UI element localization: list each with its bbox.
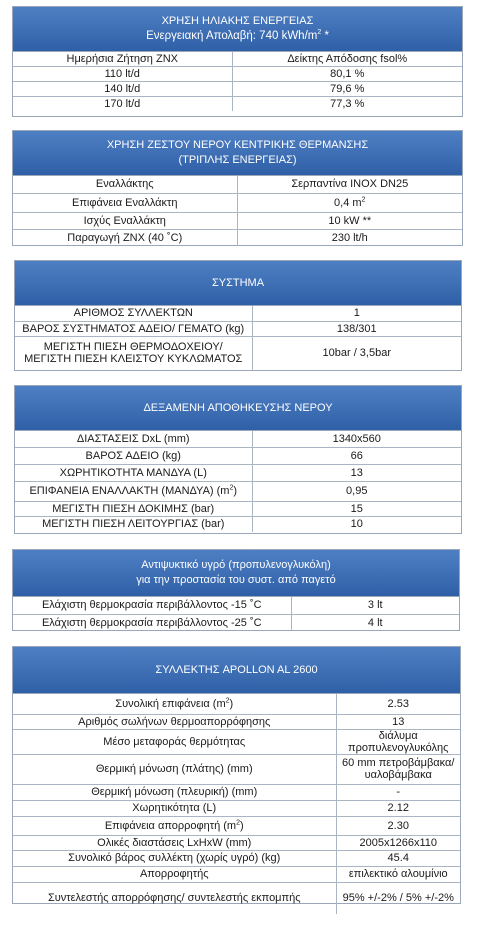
column-header: Ημερήσια Ζήτηση ΖΝΧ — [13, 52, 232, 66]
cell: Σερπαντίνα INOX DN25 — [237, 176, 462, 193]
solar-subtitle: Ενεργειακή Απολαβή: 740 kWh/$m^2$ * — [146, 29, 329, 42]
cell: Ισχύς Εναλλάκτη — [13, 212, 237, 229]
table-row — [15, 516, 461, 532]
table-row — [13, 866, 460, 882]
cell: - — [336, 784, 460, 800]
cell: 80,1 % — [232, 66, 462, 81]
antifreeze-data — [13, 597, 459, 631]
table-row — [13, 597, 459, 614]
system-title: ΣΥΣΤΗΜΑ — [211, 276, 265, 289]
table-row — [15, 431, 461, 447]
system-table — [14, 260, 462, 371]
cell: Απορροφητής — [13, 866, 336, 882]
solar-energy-table — [12, 6, 463, 117]
system-data — [15, 306, 461, 370]
cell: ΧΩΡΗΤΙΚΟΤΗΤΑ ΜΑΝΔΥΑ (L) — [15, 464, 252, 481]
cell: 95% +/-2% / 5% +/-2% — [336, 882, 460, 914]
collector-header — [13, 647, 460, 694]
cell: 1340x560 — [252, 431, 461, 447]
cell: ΜΕΓΙΣΤΗ ΠΙΕΣΗ ΛΕΙΤΟΥΡΓΙΑΣ (bar) — [15, 516, 252, 532]
solar-title: ΧΡΗΣΗ ΗΛΙΑΚΗΣ ΕΝΕΡΓΕΙΑΣ — [161, 15, 314, 27]
table-row — [13, 96, 462, 111]
cell: 10bar / 3,5bar — [252, 336, 461, 370]
central-title: ΧΡΗΣΗ ΖΕΣΤΟΥ ΝΕΡΟΥ ΚΕΝΤΡΙΚΗΣ ΘΕΡΜΑΝΣΗΣ — [106, 139, 369, 151]
cell: 79,6 % — [232, 81, 462, 96]
solar-header — [13, 7, 462, 52]
cell: 13 — [252, 464, 461, 481]
cell: 2005x1266x110 — [336, 835, 460, 850]
cell: 3 lt — [291, 597, 459, 614]
table-header-row — [13, 52, 462, 66]
cell: Χωρητικότητα (L) — [13, 800, 336, 816]
cell: επιλεκτικό αλουμίνιο — [336, 866, 460, 882]
system-header — [15, 261, 461, 306]
cell: Θερμική μόνωση (πλευρική) (mm) — [13, 784, 336, 800]
antifreeze-title: Αντιψυκτικό υγρό (προπυλενογλυκόλη) — [141, 559, 331, 571]
cell: 1 — [252, 306, 461, 321]
table-row — [13, 784, 460, 800]
cell: 60 mm πετροβάμβακα/ υαλοβάμβακα — [336, 754, 460, 784]
cell: 0,4 $m^2$ — [237, 193, 462, 212]
antifreeze-header — [13, 550, 459, 597]
cell: διάλυμα προπυλενογλυκόλης — [336, 729, 460, 754]
cell: 4 lt — [291, 614, 459, 631]
cell: 2.30 — [336, 816, 460, 835]
cell: 15 — [252, 501, 461, 516]
table-row — [13, 81, 462, 96]
cell: Ελάχιστη θερμοκρασία περιβάλλοντος -15 ˚C — [13, 597, 291, 614]
table-row — [13, 229, 462, 246]
cell: Αριθμός σωλήνων θερμοαπορρόφησης — [13, 714, 336, 729]
tank-table — [14, 385, 462, 534]
cell: Ελάχιστη θερμοκρασία περιβάλλοντος -25 ˚C — [13, 614, 291, 631]
table-row — [15, 306, 461, 321]
table-row — [13, 882, 460, 914]
tank-data — [15, 431, 461, 532]
cell: 10 — [252, 516, 461, 532]
central-data — [13, 176, 462, 246]
antifreeze-subtitle: για την προστασία του συστ. από παγετό — [136, 574, 336, 586]
cell: ΒΑΡΟΣ ΑΔΕΙΟ (kg) — [15, 447, 252, 464]
cell: 2.12 — [336, 800, 460, 816]
table-row — [13, 714, 460, 729]
cell: ΔΙΑΣΤΑΣΕΙΣ DxL (mm) — [15, 431, 252, 447]
central-subtitle: (ΤΡΙΠΛΗΣ ΕΝΕΡΓΕΙΑΣ) — [178, 154, 297, 166]
cell: 66 — [252, 447, 461, 464]
cell: 2.53 — [336, 694, 460, 714]
central-heating-table — [12, 130, 463, 246]
antifreeze-table — [12, 549, 460, 631]
collector-data — [13, 694, 460, 914]
cell: 45.4 — [336, 850, 460, 866]
solar-data — [13, 52, 462, 111]
tank-title: ΔΕΞΑΜΕΝΗ ΑΠΟΘΗΚΕΥΣΗΣ ΝΕΡΟΥ — [143, 401, 333, 414]
table-row — [13, 614, 459, 631]
cell: Συνολικό βάρος συλλέκτη (χωρίς υγρό) (kg) — [13, 850, 336, 866]
table-row — [13, 850, 460, 866]
cell: Θερμική μόνωση (πλάτης) (mm) — [13, 754, 336, 784]
cell: ΑΡΙΘΜΟΣ ΣΥΛΛΕΚΤΩΝ — [15, 306, 252, 321]
collector-title: ΣΥΛΛΕΚΤΗΣ APOLLON AL 2600 — [155, 663, 318, 676]
cell: 138/301 — [252, 321, 461, 336]
column-header: Δείκτης Απόδοσης fsol% — [232, 52, 462, 66]
table-row — [15, 501, 461, 516]
table-row — [15, 481, 461, 501]
table-row — [15, 321, 461, 336]
tank-header — [15, 386, 461, 431]
cell: Συνολική επιφάνεια $(m^2)$ — [13, 694, 336, 714]
cell: 110 lt/d — [13, 66, 232, 81]
central-header — [13, 131, 462, 176]
cell: 230 lt/h — [237, 229, 462, 246]
cell: Παραγωγή ΖΝΧ (40 ˚C) — [13, 229, 237, 246]
cell: 140 lt/d — [13, 81, 232, 96]
table-row — [15, 447, 461, 464]
cell: ΒΑΡΟΣ ΣΥΣΤΗΜΑΤΟΣ ΑΔΕΙΟ/ ΓΕΜΑΤΟ (kg) — [15, 321, 252, 336]
cell: ΜΕΓΙΣΤΗ ΠΙΕΣΗ ΘΕΡΜΟΔΟΧΕΙΟΥ/ ΜΕΓΙΣΤΗ ΠΙΕΣΗ ΚΛΕΙΣΤΟΥ ΚΥΚΛΩΜΑΤΟΣ — [15, 336, 252, 370]
table-row — [13, 729, 460, 754]
cell: Επιφάνεια απορροφητή $(m^2)$ — [13, 816, 336, 835]
table-row — [13, 212, 462, 229]
cell: Μέσο μεταφοράς θερμότητας — [13, 729, 336, 754]
table-row — [13, 835, 460, 850]
table-row — [13, 176, 462, 193]
cell: 10 kW ** — [237, 212, 462, 229]
cell: Εναλλάκτης — [13, 176, 237, 193]
table-row — [13, 800, 460, 816]
table-row — [13, 754, 460, 784]
cell: ΜΕΓΙΣΤΗ ΠΙΕΣΗ ΔΟΚΙΜΗΣ (bar) — [15, 501, 252, 516]
cell: 170 lt/d — [13, 96, 232, 111]
cell: Συντελεστής απορρόφησης/ συντελεστής εκπομπής — [13, 882, 336, 914]
cell: Επιφάνεια Εναλλάκτη — [13, 193, 237, 212]
cell: Ολικές διαστάσεις LxHxW (mm) — [13, 835, 336, 850]
table-row — [13, 66, 462, 81]
table-row — [13, 816, 460, 835]
table-row — [13, 694, 460, 714]
table-row — [15, 464, 461, 481]
cell: ΕΠΙΦΑΝΕΙΑ ΕΝΑΛΛΑΚΤΗ (ΜΑΝΔΥΑ) $(m^2)$ — [15, 481, 252, 501]
table-row — [13, 193, 462, 212]
cell: 77,3 % — [232, 96, 462, 111]
table-row — [15, 336, 461, 370]
collector-table — [12, 646, 461, 904]
cell: 0,95 — [252, 481, 461, 501]
cell: 13 — [336, 714, 460, 729]
